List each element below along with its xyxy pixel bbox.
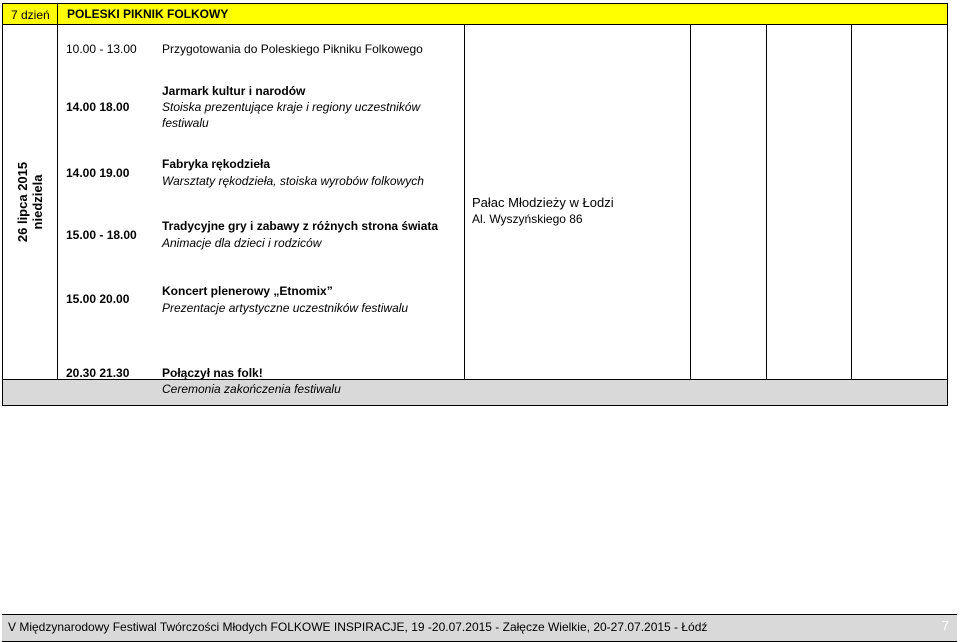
title-3: Fabryka rękodzieła (162, 157, 271, 171)
time-3: 14.00 19.00 (66, 166, 130, 180)
date-cell (3, 25, 58, 380)
day-label: 7 dzień (3, 4, 58, 25)
time-6: 20.30 21.30 (66, 366, 130, 380)
title-6: Połączył nas folk! (162, 366, 263, 380)
desc-5: Prezentacje artystyczne uczestników festiwalu (162, 301, 409, 315)
date-label: 26 lipca 2015 niedziela (15, 161, 45, 243)
title-1: Przygotowania do Poleskiego Pikniku Folkowego (162, 42, 423, 56)
title-4: Tradycyjne gry i zabawy z różnych strona świata (162, 219, 439, 233)
place-address: Al. Wyszyńskiego 86 (472, 212, 583, 226)
title-5: Koncert plenerowy „Etnomix” (162, 284, 333, 298)
schedule-table (2, 3, 948, 406)
desc-2: Stoiska prezentujące kraje i regiony uczestników festiwalu (162, 100, 421, 130)
empty-cell-3 (852, 25, 948, 380)
title-2: Jarmark kultur i narodów (162, 84, 306, 98)
time-1: 10.00 - 13.00 (66, 42, 137, 56)
program-cell (58, 25, 465, 396)
empty-cell-1 (691, 25, 767, 380)
footer-bar (2, 614, 957, 642)
empty-cell-2 (767, 25, 852, 380)
separator-row (3, 380, 948, 406)
desc-6: Ceremonia zakończenia festiwalu (162, 382, 341, 396)
desc-3: Warsztaty rękodzieła, stoiska wyrobów folkowych (162, 174, 424, 188)
time-5: 15.00 20.00 (66, 292, 130, 306)
event-title: POLESKI PIKNIK FOLKOWY (58, 4, 948, 25)
time-2: 14.00 18.00 (66, 100, 130, 114)
place-cell (465, 25, 691, 380)
time-4: 15.00 - 18.00 (66, 228, 137, 242)
desc-4: Animacje dla dzieci i rodziców (162, 236, 322, 250)
footer-text: V Międzynarodowy Festiwal Twórczości Młodych FOLKOWE INSPIRACJE, 19 -20.07.2015 - Załęcze Wielkie, 20-27.07.2015 - Łódź (8, 620, 708, 634)
place-name: Pałac Młodzieży w Łodzi (472, 195, 614, 210)
page-number: 7 (941, 618, 949, 633)
